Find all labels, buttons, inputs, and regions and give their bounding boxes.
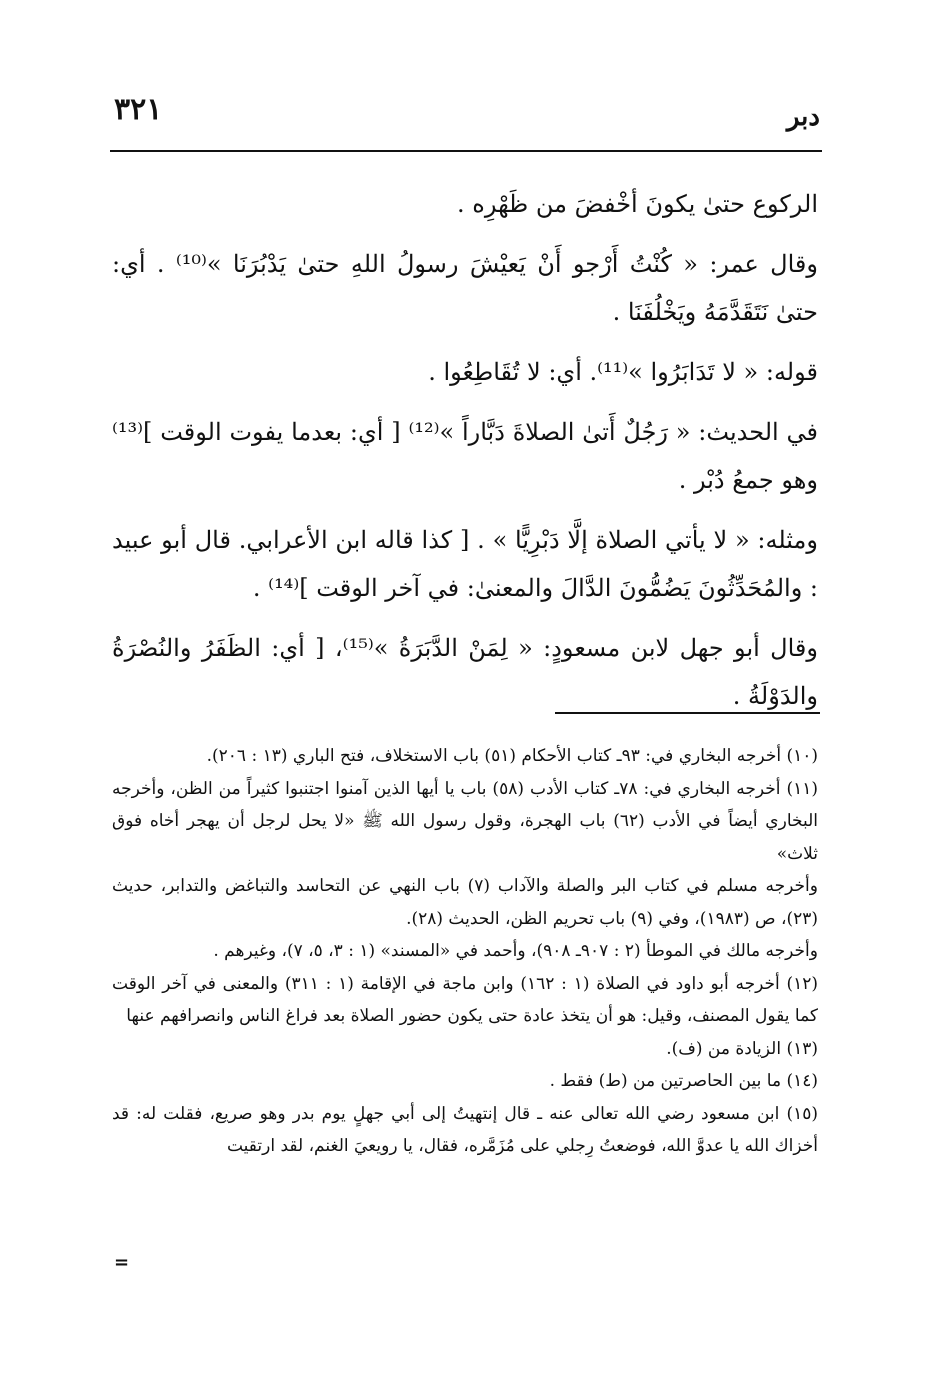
continued-mark: = [114, 1252, 130, 1273]
footnote-12: (١٢) أخرجه أبو داود في الصلاة (١ : ١٦٢) وابن ماجة في الإقامة (١ : ٣١١) والمعنى في آخر الوقت كما يقول المصنف، وقيل: هو أن يتخذ عادة حتى يكون حضور الصلاة بعد فراغ الناس وانصرافهم عنها [112, 973, 818, 1026]
footnotes [112, 740, 818, 1163]
footnote-11-muslim: وأخرجه مسلم في كتاب البر والصلة والآداب (٧) باب النهي عن التحاسد والتباغض والتدابر، حديث (٢٣)، ص (١٩٨٣)، وفي (٩) باب تحريم الظن، الحديث (٢٨). [112, 876, 818, 929]
paragraph: في الحديث: « رَجُلٌ أَتىٰ الصلاةَ دَبَّاراً »⁽¹²⁾ [ أي: بعدما يفوت الوقت ]⁽¹³⁾ وهو جمعُ دُبْر . [112, 418, 818, 494]
footnote-11-malik: وأخرجه مالك في الموطأ (٢ : ٩٠٧ـ ٩٠٨)، وأحمد في «المسند» (١ : ٣، ٥، ٧)، وغيرهم . [213, 941, 818, 961]
main-text [112, 180, 818, 732]
header-rule [110, 150, 822, 152]
page-header [110, 88, 822, 144]
paragraph: وقال عمر: « كُنْتُ أَرْجو أَنْ يَعيْشَ رسولُ اللهِ حتىٰ يَدْبُرَنَا »⁽¹⁰⁾ . أي: حتىٰ نَتَقَدَّمَهُ ويَخْلُفَنَا . [112, 250, 818, 326]
running-head: دبر [786, 102, 820, 132]
footnote-11: (١١) أخرجه البخاري في: ٧٨ـ كتاب الأدب (٥٨) باب يا أيها الذين آمنوا اجتنبوا كثيراً من الظن، وأخرجه البخاري أيضاً في الأدب (٦٢) باب الهجرة، وقول رسول الله ﷺ «لا يحل لرجل أن يهجر أخاه فوق ثلاث» [112, 778, 818, 864]
paragraph: الركوع حتىٰ يكونَ أخْفضَ من ظَهْرِه . [457, 190, 818, 218]
paragraph: وقال أبو جهل لابن مسعودٍ: « لِمَنْ الدَّبَرَةُ »⁽¹⁵⁾، [ أي: الظَفَرُ والنُصْرَةُ والدَوْلَةُ . [112, 634, 818, 710]
paragraph: قوله: « لا تَدَابَرُوا »⁽¹¹⁾. أي: لا تُقَاطِعُوا . [428, 358, 818, 386]
footnote-separator [555, 712, 820, 714]
footnote-15: (١٥) ابن مسعود رضي الله تعالى عنه ـ قال إنتهيتُ إلى أبي جهلٍ يوم بدر وهو صريع، فقلت له: قد أخزاك الله يا عدوَّ الله، فوضعتُ رِجلي على مُزَمَّره، فقال، يا رويعيَ الغنم، لقد ارتقيت [112, 1103, 818, 1156]
paragraph: ومثله: « لا يأتي الصلاة إلَّا دَبْرِيًّا » . [ كذا قاله ابن الأعرابي. قال أبو عبيد : والمُحَدِّثُونَ يَضُمُّونَ الدَّالَ والمعنىٰ: في آخر الوقت ]⁽¹⁴⁾ . [112, 526, 818, 602]
footnote-14: (١٤) ما بين الحاصرتين من (ط) فقط . [549, 1071, 818, 1091]
footnote-13: (١٣) الزيادة من (ف). [666, 1038, 818, 1059]
footnote-10: (١٠) أخرجه البخاري في: ٩٣ـ كتاب الأحكام (٥١) باب الاستخلاف، فتح الباري (١٣ : ٢٠٦). [206, 746, 818, 766]
page-number: ٣٢١ [114, 92, 163, 127]
